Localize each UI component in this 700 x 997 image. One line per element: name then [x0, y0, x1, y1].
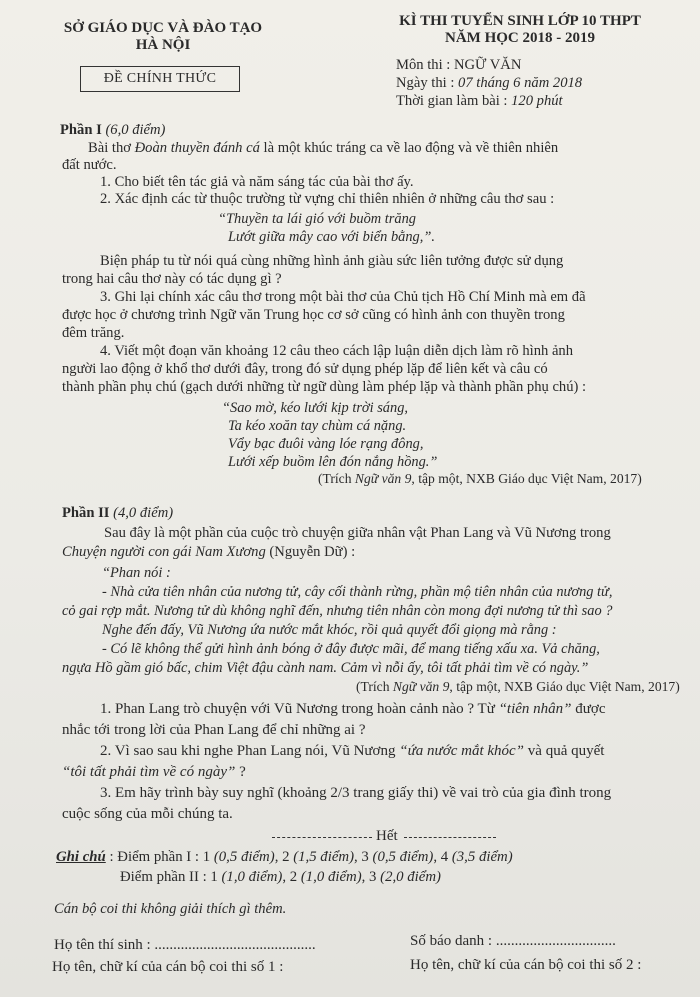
- dialogue-line3: cỏ gai rợp mắt. Nương tử dù không nghĩ đến, nhưng tiên nhân còn mong đợi nương tử thì sao ?: [62, 603, 613, 619]
- part2-q1-b: được: [571, 701, 606, 717]
- part1-question4-line3: thành phần phụ chú (gạch dưới những từ ngữ dùng làm phép lặp và thành phần phụ chú) :: [62, 379, 587, 395]
- part1-heading: [60, 123, 165, 138]
- end-rule-left: [272, 837, 372, 838]
- part1-question3-line2: được học ở chương trình Ngữ văn Trung học cơ sở cũng có hình ảnh con thuyền trong: [62, 307, 565, 323]
- poem-title: Đoàn thuyền đánh cá: [134, 140, 260, 156]
- exam-time-line: [396, 94, 563, 109]
- note-l1-p2: (1,5 điểm): [293, 849, 355, 865]
- source1-book: Ngữ văn 9: [354, 471, 412, 486]
- source2-b: , tập một, NXB Giáo dục Việt Nam, 2017): [449, 679, 680, 694]
- note-l2-b: , 2: [282, 869, 301, 885]
- part1-intro-a: Bài thơ: [88, 140, 135, 156]
- subject-line: Môn thi : NGỮ VĂN: [396, 57, 522, 73]
- note-l1-c: , 3: [354, 849, 373, 865]
- note-l1-p1: (0,5 điểm): [213, 849, 275, 865]
- note-l2-p2: (1,0 điểm): [300, 869, 362, 885]
- school-year: NĂM HỌC 2018 - 2019: [445, 30, 595, 46]
- dialogue-line1: “Phan nói :: [102, 565, 171, 581]
- note-l2-p1: (1,0 điểm): [221, 869, 283, 885]
- note-l2-a: Điểm phần II : 1: [120, 869, 222, 885]
- exam-title: KÌ THI TUYỂN SINH LỚP 10 THPT: [399, 13, 641, 29]
- note-l1-b: , 2: [274, 849, 294, 865]
- part2-question1-line1: [100, 702, 606, 717]
- exam-date: 07 tháng 6 năm 2018: [458, 75, 583, 91]
- part1-question3-line1: 3. Ghi lại chính xác câu thơ trong một bài thơ của Chủ tịch Hồ Chí Minh mà em đã: [100, 289, 586, 305]
- part1-intro-line2: đất nước.: [62, 157, 117, 173]
- note-l1-p3: (0,5 điểm): [372, 849, 434, 865]
- poem2-line4: Lưới xếp buồm lên đón nắng hồng.”: [228, 454, 438, 470]
- exam-date-line: [396, 76, 582, 91]
- dialogue-line4: Nghe đến đấy, Vũ Nương ứa nước mắt khóc, rồi quả quyết đổi giọng mà rằng :: [102, 622, 557, 638]
- part1-question2b-line1: Biện pháp tu từ nói quá cùng những hình ảnh giàu sức liên tưởng được sử dụng: [100, 253, 564, 269]
- poem2-line2: Ta kéo xoăn tay chùm cá nặng.: [228, 418, 407, 434]
- source1-a: (Trích: [318, 471, 355, 486]
- poem1-line2: Lướt giữa mây cao với biển bằng,”.: [228, 229, 435, 245]
- part2-q1-a: 1. Phan Lang trò chuyện với Vũ Nương trong hoàn cảnh nào ? Từ: [100, 701, 499, 717]
- city-name: HÀ NỘI: [135, 37, 191, 53]
- proctor1-field: Họ tên, chữ kí của cán bộ coi thi số 1 :: [52, 959, 284, 975]
- note-line2: [120, 870, 441, 885]
- note-l1-p4: (3,5 điểm): [451, 849, 513, 865]
- source1: [318, 472, 642, 486]
- proctor-note: Cán bộ coi thi không giải thích gì thêm.: [54, 901, 287, 917]
- part1-intro-b: là một khúc tráng ca về lao động và về thiên nhiên: [259, 140, 559, 156]
- exam-time: 120 phút: [511, 93, 563, 109]
- note-label: Ghi chú: [56, 849, 106, 865]
- note-l1-d: , 4: [433, 849, 452, 865]
- part1-title: Phần I: [60, 122, 102, 138]
- part2-intro-line2: [62, 545, 355, 560]
- part2-intro-line1: Sau đây là một phần của cuộc trò chuyện giữa nhân vật Phan Lang và Vũ Nương trong: [104, 525, 611, 541]
- note-l2-c: , 3: [361, 869, 381, 885]
- dialogue-line6: ngựa Hồ gầm gió bấc, chim Việt đậu cành nam. Cảm vì nỗi ấy, tôi tất phải tìm về có ngày.”: [62, 660, 589, 676]
- term-tim-ve: “tôi tất phải tìm về có ngày”: [62, 764, 236, 780]
- part2-question3-line1: 3. Em hãy trình bày suy nghĩ (khoảng 2/3 trang giấy thi) về vai trò của gia đình trong: [100, 785, 612, 801]
- candidate-number-field: Số báo danh : ................................: [410, 933, 616, 949]
- dialogue-line5: - Có lẽ không thể gửi hình ảnh bóng ở đây được mãi, để mang tiếng xấu xa. Vả chăng,: [102, 641, 600, 657]
- end-marker: Hết: [376, 828, 398, 844]
- part2-heading: [62, 506, 173, 521]
- exam-date-prefix: Ngày thi :: [396, 75, 459, 91]
- part2-points: (4,0 điểm): [113, 505, 174, 521]
- source2-a: (Trích: [356, 679, 393, 694]
- poem2-line3: Vẩy bạc đuôi vàng lóe rạng đông,: [228, 436, 424, 452]
- part1-question2: 2. Xác định các từ thuộc trường từ vựng chỉ thiên nhiên ở những câu thơ sau :: [100, 191, 555, 207]
- term-tien-nhan: “tiên nhân”: [498, 701, 572, 717]
- note-line1: [56, 850, 513, 865]
- part1-intro: [88, 141, 558, 156]
- part2-question1-line2: nhắc tới trong lời của Phan Lang để chỉ những ai ?: [62, 722, 366, 738]
- exam-time-prefix: Thời gian làm bài :: [396, 93, 512, 109]
- end-rule-right: [404, 837, 496, 838]
- story-title: Chuyện người con gái Nam Xương: [62, 544, 266, 560]
- part2-title: Phần II: [62, 505, 110, 521]
- part1-question4-line1: 4. Viết một đoạn văn khoảng 12 câu theo cách lập luận diễn dịch làm rõ hình ảnh: [100, 343, 574, 359]
- official-label: ĐỀ CHÍNH THỨC: [80, 66, 240, 92]
- part1-points: (6,0 điểm): [105, 122, 166, 138]
- poem1-line1: “Thuyền ta lái gió với buồm trăng: [218, 211, 416, 227]
- part2-q2-c: ?: [235, 764, 246, 780]
- part2-question2-line1: [100, 744, 604, 759]
- note-l1-a: : Điểm phần I : 1: [105, 849, 214, 865]
- source1-b: , tập một, NXB Giáo dục Việt Nam, 2017): [411, 471, 642, 486]
- part1-question2b-line2: trong hai câu thơ này có tác dụng gì ?: [62, 271, 282, 287]
- source2: [356, 680, 680, 694]
- part2-question2-line2: [62, 765, 246, 780]
- part1-question1: 1. Cho biết tên tác giả và năm sáng tác của bài thơ ấy.: [100, 174, 414, 190]
- candidate-name-field: Họ tên thí sinh : ...........................................: [54, 937, 316, 953]
- part1-question3-line3: đêm trăng.: [62, 325, 125, 341]
- proctor2-field: Họ tên, chữ kí của cán bộ coi thi số 2 :: [410, 957, 642, 973]
- part1-question4-line2: người lao động ở khổ thơ dưới đây, trong đó sử dụng phép lặp để liên kết và câu có: [62, 361, 548, 377]
- note-l2-p3: (2,0 điểm): [380, 869, 441, 885]
- poem2-line1: “Sao mờ, kéo lưới kịp trời sáng,: [222, 400, 408, 416]
- department-name: SỞ GIÁO DỤC VÀ ĐÀO TẠO: [63, 20, 263, 36]
- part2-question3-line2: cuộc sống của mỗi chúng ta.: [62, 806, 233, 822]
- part2-q2-a: 2. Vì sao sau khi nghe Phan Lang nói, Vũ Nương: [100, 743, 400, 759]
- dialogue-line2: - Nhà cửa tiên nhân của nương tử, cây cối thành rừng, phần mộ tiên nhân của nương tử,: [102, 584, 613, 600]
- source2-book: Ngữ văn 9: [392, 679, 450, 694]
- part2-q2-b: và quả quyết: [524, 743, 605, 759]
- part2-intro-tail: (Nguyễn Dữ) :: [265, 544, 356, 560]
- term-ua-nuoc-mat: “ứa nước mắt khóc”: [399, 743, 525, 759]
